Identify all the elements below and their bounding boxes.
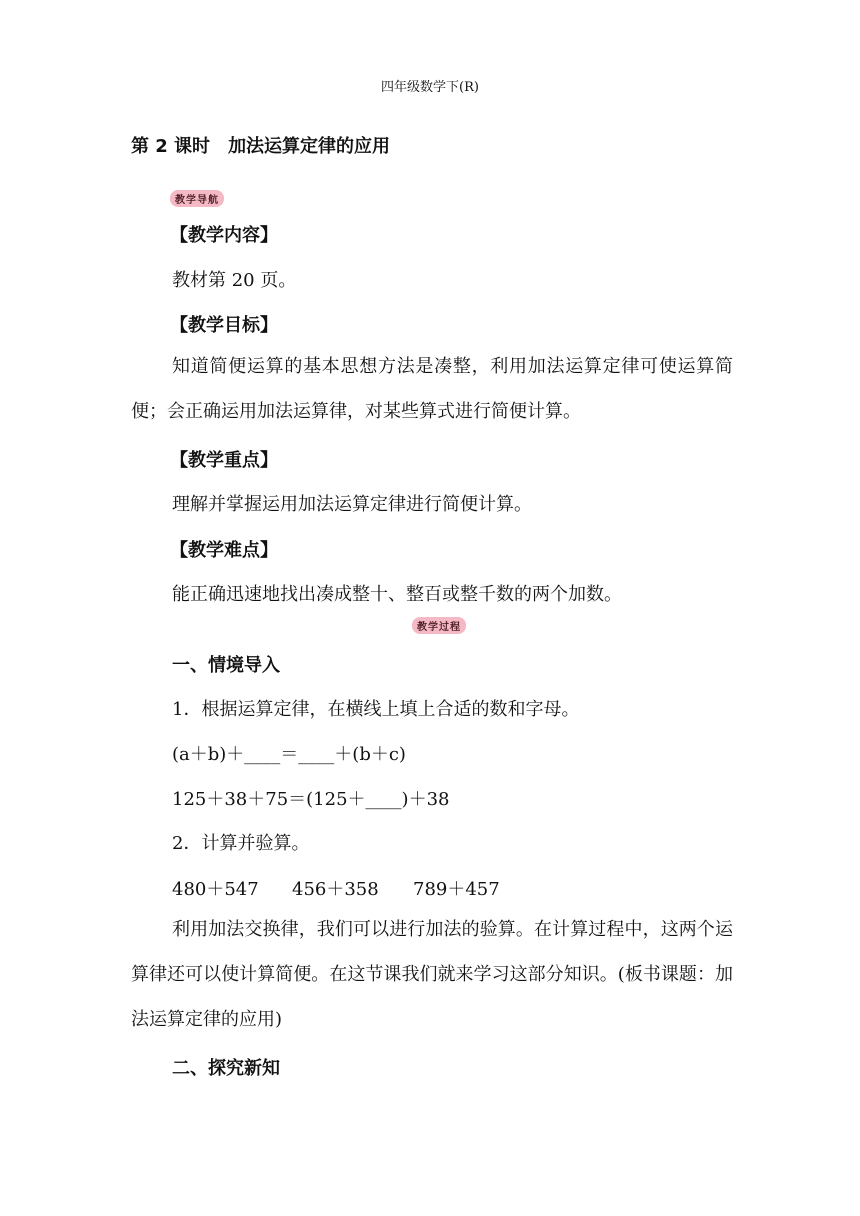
teaching-content-text: 教材第 20 页。 xyxy=(172,270,297,291)
difficulties-heading: 【教学难点】 xyxy=(170,540,278,561)
teaching-goals-text: 知道简便运算的基本思想方法是凑整，利用加法运算定律可使运算简便；会正确运用加法运算律，对某些算式进行简便计算。 xyxy=(131,356,733,422)
section1-eq2: 125＋38＋75＝(125＋____)＋38 xyxy=(172,789,450,810)
lesson-name: 加法运算定律的应用 xyxy=(228,136,391,157)
process-section-label: 教学过程 xyxy=(412,617,466,634)
lesson-title xyxy=(131,132,390,158)
teaching-goals-heading: 【教学目标】 xyxy=(170,315,278,336)
section1-title: 一、情境导入 xyxy=(172,655,280,676)
teaching-content-heading: 【教学内容】 xyxy=(170,225,278,246)
section1-paragraph: 利用加法交换律，我们可以进行加法的验算。在计算过程中，这两个运算律还可以使计算简便。在这节课我们就来学习这部分知识。(板书课题：加法运算定律的应用) xyxy=(131,919,733,1030)
page-header: 四年级数学下(R) xyxy=(381,80,479,95)
key-points-heading: 【教学重点】 xyxy=(170,450,278,471)
calc-2: 456＋358 xyxy=(292,879,379,900)
section2-title: 二、探究新知 xyxy=(172,1058,280,1079)
difficulties-text: 能正确迅速地找出凑成整十、整百或整千数的两个加数。 xyxy=(172,584,622,605)
section1-item1: 1．根据运算定律，在横线上填上合适的数和字母。 xyxy=(172,699,580,720)
key-points-text: 理解并掌握运用加法运算定律进行简便计算。 xyxy=(172,494,532,515)
calc-1: 480＋547 xyxy=(172,879,259,900)
nav-section-label: 教学导航 xyxy=(170,190,224,207)
lesson-number: 第 2 课时 xyxy=(131,136,211,157)
section1-item2: 2．计算并验算。 xyxy=(172,833,310,854)
section1-eq1: (a＋b)＋____＝____＋(b＋c) xyxy=(172,744,406,765)
calc-3: 789＋457 xyxy=(413,879,500,900)
